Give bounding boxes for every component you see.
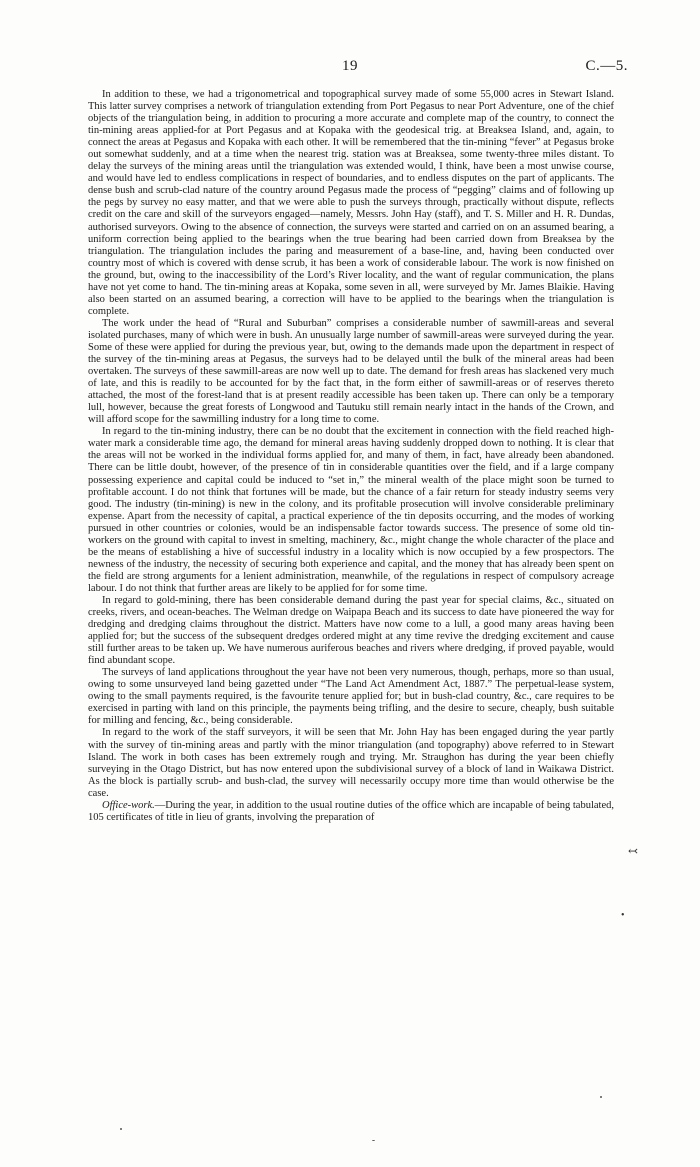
paragraph-gold-mining: In regard to gold-mining, there has been considerable demand during the past year for special claims, &c., situated on creeks, rivers, and ocean-beaches. The Welman dredge on Waipapa Beach and its success to date have pioneered the way for dredging and dredging claims throughout the district. Matters have now come to a lull, a good many areas having been applied for; but the success of the subsequent dredges ordered might at any time revive the dredging excitement and cause still further areas to be taken up. We have numerous auriferous beaches and rivers where dredging, if proved payable, would find abundant scope. — [88, 594, 614, 667]
paragraph-land-applications: The surveys of land applications throughout the year have not been very numerous, though, perhaps, more so than usual, owing to some unsurveyed land being gazetted under “The Land Act Amendment Act, 1887.” The perpetual-lease system, owing to the small payments required, is the favourite tenure applied for; but in bush-clad country, &c., care requires to be exercised in parting with land on this principle, the payments being trifling, and the desire to secure, cheaply, bush suitable for milling and fencing, &c., being considerable. — [88, 667, 614, 727]
paragraph-rural-and-suburban: The work under the head of “Rural and Suburban” comprises a considerable number of sawmill-areas and several isolated purchases, many of which were in bush. An unusually large number of sawmill-areas were surveyed during the year. Some of these were applied for during the previous year, but, owing to the demands made upon the department in respect of the survey of the tin-mining areas at Pegasus, the surveys had to be delayed until the bulk of the mineral areas had been overtaken. The surveys of these sawmill-areas are now well up to date. The demand for fresh areas has slackened very much of late, and this is readily to be accounted for by the fact that, in the form either of sawmill-areas or of reserves thereto attached, the most of the forest-land that is at present readily accessible has been taken up. There can only be a temporary lull, however, because the great forests of Longwood and Tautuku still remain nearly intact in the hands of the Crown, and will afford scope for the sawmilling industry for a long time to come. — [88, 317, 614, 426]
scan-speck — [600, 1096, 602, 1098]
paragraph-staff-surveyors: In regard to the work of the staff surveyors, it will be seen that Mr. John Hay has been engaged during the year partly with the survey of tin-mining areas and partly with the minor triangulation (and topography) above referred to in Stewart Island. The work in both cases has been extremely rough and trying. Mr. Straughon has during the year been chiefly surveying in the Otago District, but has now entered upon the subdivisional survey of a block of land in Waikawa District. As the block is partially scrub- and bush-clad, the survey will necessarily occupy more time than would otherwise be the case. — [88, 727, 614, 799]
page-reference: C.—5. — [585, 58, 628, 74]
paragraph-office-work — [88, 800, 614, 824]
margin-arrow-mark: ↢ — [628, 844, 639, 858]
office-work-heading: Office-work. — [102, 799, 155, 811]
margin-bullet-mark: • — [621, 910, 625, 921]
paragraph-tin-mining: In regard to the tin-mining industry, there can be no doubt that the excitement in connection with the field reached high-water mark a considerable time ago, the demand for mineral areas having suddenly dropped down to nothing. It is clear that the areas will not be worked in the individual forms applied for, and many of them, in fact, have already been abandoned. There can be little doubt, however, of the presence of tin in considerable quantities over the field, and if a large company possessing experience and capital could be induced to “set in,” the mineral wealth of the place might soon be turned to profitable account. I do not think that fortunes will be made, but the chance of a fair return for steady industry seems very good. The industry (tin-mining) is new in the colony, and its profitable prosecution will involve considerable preliminary expense. Apart from the necessity of capital, a practical experience of the tin deposits occurring, and the modes of working pursued in other countries or colonies, would be an indispensable factor towards success. The presence of some old tin-workers on the ground with capital to invest in smelting, machinery, &c., might change the whole character of the place and be the means of establishing a hive of successful industry in a locality which is now occupied by a few prospectors. The newness of the industry, the necessity of securing both experience and capital, and the money that has already been spent on the field are strong arguments for a lenient administration, meanwhile, of the regulations in respect of compulsory acreage labour. I do not think that further areas are likely to be applied for for some time. — [88, 426, 614, 594]
scan-speck — [120, 1128, 122, 1130]
scan-speck — [372, 1140, 375, 1141]
page-number: 19 — [342, 58, 358, 74]
paragraph-stewart-island-survey: In addition to these, we had a trigonometrical and topographical survey made of some 55,000 acres in Stewart Island. This latter survey comprises a network of triangulation extending from Port Pegasus to near Port Adventure, one of the chief objects of the triangulation being, in addition to procuring a more accurate and complete map of the country, to connect the tin-mining areas applied-for at Port Pegasus and at Kopaka with the geodesical trig. at Breaksea Island, and, again, to connect the areas at Pegasus and Kopaka with each other. It will be remembered that the tin-mining “fever” at Pegasus broke out somewhat suddenly, and at a time when the nearest trig. station was at Breaksea, some twenty-three miles distant. To delay the surveys of the mining areas until the triangulation was extended would, I think, have been a most unwise course, and would have led to endless complications in respect of boundaries, and to endless disputes on the part of applicants. The dense bush and scrub-clad nature of the country around Pegasus made the process of “pegging” claims and of following up the pegs by survey no easy matter, and that we were able to push the surveys through, practically without dispute, reflects credit on the care and skill of the surveyors engaged—namely, Messrs. John Hay (staff), and T. S. Miller and H. R. Dundas, authorised surveyors. Owing to the absence of connection, the surveys were started and carried on on an assumed bearing, a uniform correction being applied to the bearings when the true bearing had been carried down from Breaksea by the triangulation. The triangulation includes the paring and measurement of a base-line, and, having been conducted over country most of which is covered with dense scrub, it has been a work of considerable labour. The work is now finished on the ground, but, owing to the inaccessibility of the Lord’s River locality, and the want of regular communication, the plans have not yet come to hand. The tin-mining areas at Kopaka, some seven in all, were surveyed by Mr. James Blaikie. Having also been started on an assumed bearing, a correction will have to be applied to the bearings when the triangulation is complete. — [88, 89, 614, 317]
office-work-text: —During the year, in addition to the usual routine duties of the office which are incapable of being tabulated, 105 certificates of title in lieu of grants, involving the preparation of — [88, 799, 614, 823]
report-body — [88, 89, 614, 824]
